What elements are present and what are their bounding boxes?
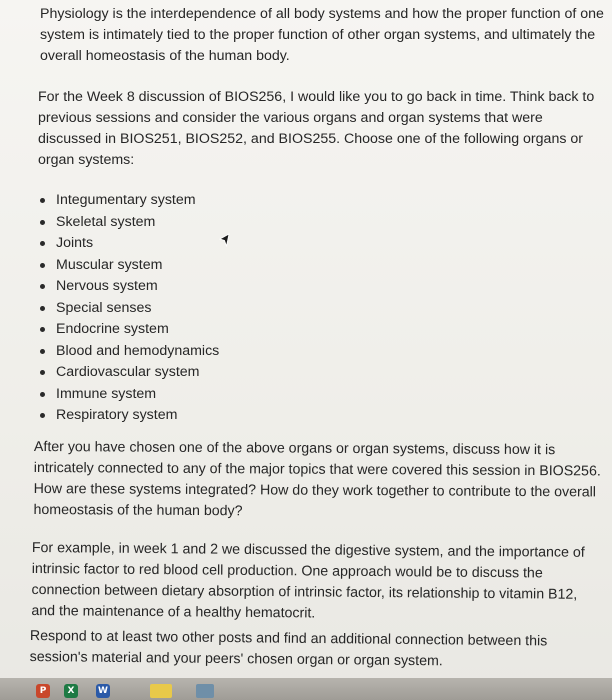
list-item (38, 233, 219, 255)
list-item-label: Skeletal system (56, 213, 156, 230)
taskbar (0, 678, 612, 700)
list-item (38, 319, 219, 341)
list-item (38, 255, 219, 277)
list-item-label: Integumentary system (56, 192, 196, 208)
bullet-icon (40, 392, 45, 397)
bullet-icon (40, 220, 45, 225)
question-paragraph: After you have chosen one of the above organs or organ systems, discuss how it is intricately connected to any of the major topics that were covered this session in BIOS256. How are these systems integrated? How do they work together to contribute to the overall homeostasis of the human body? (33, 438, 601, 520)
bullet-icon (40, 306, 45, 311)
bullet-icon (40, 284, 45, 289)
intro-paragraph: Physiology is the interdependence of all body systems and how the proper function of one system is intimately tied to the proper function of other organ systems, and ultimately the overall homeostasis of the human body. (40, 6, 604, 64)
organ-systems-list (38, 190, 219, 427)
list-item-label: Immune system (56, 385, 157, 402)
list-item (38, 384, 219, 406)
bullet-icon (40, 413, 45, 418)
list-item-label: Muscular system (56, 256, 163, 273)
mouse-cursor-icon (219, 233, 231, 247)
respond-paragraph: Respond to at least two other posts and find an additional connection between this session's material and your peers' chosen organ or organ system. (29, 627, 548, 670)
list-item (38, 341, 219, 363)
list-item-label: Nervous system (56, 278, 158, 294)
excel-icon[interactable]: X (64, 684, 78, 698)
list-item (38, 212, 219, 234)
bullet-icon (40, 198, 45, 203)
instructions-paragraph: For the Week 8 discussion of BIOS256, I would like you to go back in time. Think back to previous sessions and consider the various organs and organ systems that were discussed in BIOS251, BIOS252, and BIOS255. Choose one of the following organs or organ systems: (38, 89, 595, 168)
list-item-label: Joints (56, 235, 94, 251)
list-item (38, 405, 219, 427)
list-item-label: Blood and hemodynamics (56, 342, 220, 359)
list-item-label: Cardiovascular system (56, 364, 200, 380)
list-item (38, 276, 219, 298)
list-item (38, 362, 219, 384)
app-icon[interactable] (196, 684, 214, 698)
list-item-label: Special senses (56, 299, 152, 316)
list-item (38, 190, 219, 212)
bullet-icon (40, 241, 45, 246)
word-icon[interactable]: W (96, 684, 110, 698)
list-item-label: Respiratory system (56, 407, 178, 423)
notes-icon[interactable] (150, 684, 172, 698)
powerpoint-icon[interactable]: P (36, 684, 50, 698)
bullet-icon (40, 327, 45, 332)
list-item (38, 298, 219, 320)
example-paragraph: For example, in week 1 and 2 we discussed the digestive system, and the importance of intrinsic factor to red blood cell production. One approach would be to discuss the connection between dietary absorption of intrinsic factor, its relationship to vitamin B12, and the maintenance of a healthy hematocrit. (31, 539, 585, 622)
list-item-label: Endocrine system (56, 321, 169, 337)
bullet-icon (40, 263, 45, 268)
bullet-icon (40, 370, 45, 375)
bullet-icon (40, 349, 45, 354)
